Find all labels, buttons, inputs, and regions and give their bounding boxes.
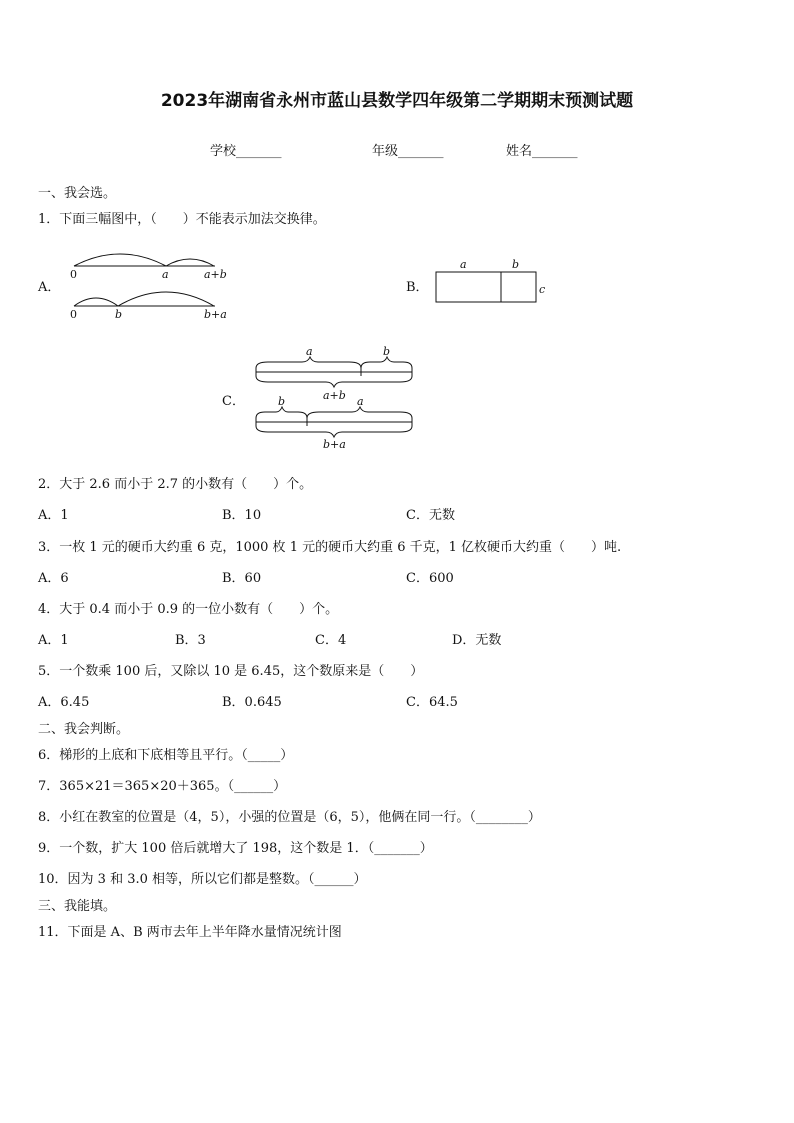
q3-option-b[interactable]: B．60 — [222, 571, 262, 586]
q2-option-b[interactable]: B．10 — [222, 508, 262, 523]
q1c-label-a2: a — [357, 395, 364, 408]
q5-option-a[interactable]: A．6.45 — [38, 695, 90, 710]
grade-field[interactable]: 年级_______ — [372, 144, 444, 159]
q5-option-b[interactable]: B．0.645 — [222, 695, 282, 710]
q3-option-a[interactable]: A．6 — [38, 571, 69, 586]
q1-option-c-label[interactable]: C． — [222, 394, 245, 409]
question-1-stem: 1．下面三幅图中，（ ）不能表示加法交换律。 — [38, 212, 326, 227]
section-3-heading: 三、我能填。 — [38, 899, 117, 914]
q1c-label-b1: b — [383, 345, 391, 358]
q1-option-b-label[interactable]: B． — [406, 280, 429, 295]
question-2-stem: 2．大于 2.6 而小于 2.7 的小数有（ ）个。 — [38, 477, 313, 492]
q1c-label-bplusa: b+a — [323, 438, 346, 451]
question-4-stem: 4．大于 0.4 而小于 0.9 的一位小数有（ ）个。 — [38, 602, 339, 617]
q1-option-b-diagram — [430, 254, 560, 310]
q2-option-c[interactable]: C．无数 — [406, 508, 455, 523]
q1a-label-aplusb: a+b — [204, 268, 227, 281]
q4-option-a[interactable]: A．1 — [38, 633, 69, 648]
q1-option-a-label[interactable]: A． — [38, 280, 61, 295]
q1a-label-bplusa: b+a — [204, 308, 227, 321]
q4-option-c[interactable]: C．4 — [315, 633, 347, 648]
q1b-label-c: c — [539, 283, 546, 296]
question-9: 9．一个数，扩大 100 倍后就增大了 198，这个数是 1．（_______） — [38, 841, 433, 856]
q3-option-c[interactable]: C．600 — [406, 571, 454, 586]
page-title: 2023年湖南省永州市蓝山县数学四年级第二学期期末预测试题 — [160, 91, 634, 111]
q1a-label-zero1: 0 — [70, 268, 77, 281]
school-field[interactable]: 学校_______ — [210, 144, 282, 159]
q1b-label-a: a — [460, 258, 467, 271]
question-5-stem: 5．一个数乘 100 后，又除以 10 是 6.45，这个数原来是（ ） — [38, 664, 424, 679]
q1-option-a-diagram — [60, 244, 240, 324]
q4-option-b[interactable]: B．3 — [175, 633, 206, 648]
question-7: 7．365×21＝365×20＋365。（______） — [38, 779, 287, 794]
q1a-label-zero2: 0 — [70, 308, 77, 321]
question-11: 11．下面是 A、B 两市去年上半年降水量情况统计图 — [38, 925, 342, 940]
q5-option-c[interactable]: C．64.5 — [406, 695, 458, 710]
q1a-label-b: b — [115, 308, 123, 321]
q1c-label-b2: b — [278, 395, 286, 408]
section-1-heading: 一、我会选。 — [38, 186, 117, 201]
question-8: 8．小红在教室的位置是（4，5），小强的位置是（6，5），他俩在同一行。（________） — [38, 810, 541, 825]
q4-option-d[interactable]: D．无数 — [452, 633, 502, 648]
q1c-label-a1: a — [306, 345, 313, 358]
question-6: 6．梯形的上底和下底相等且平行。（_____） — [38, 748, 294, 763]
q1b-label-b: b — [512, 258, 520, 271]
q2-option-a[interactable]: A．1 — [38, 508, 69, 523]
section-2-heading: 二、我会判断。 — [38, 722, 130, 737]
question-3-stem: 3．一枚 1 元的硬币大约重 6 克，1000 枚 1 元的硬币大约重 6 千克，1 亿枚硬币大约重（ ）吨. — [38, 540, 622, 555]
question-10: 10．因为 3 和 3.0 相等，所以它们都是整数。（______） — [38, 872, 367, 887]
name-field[interactable]: 姓名_______ — [506, 144, 578, 159]
q1a-label-a: a — [162, 268, 169, 281]
q1-option-c-diagram — [248, 344, 428, 454]
q1c-label-aplusb: a+b — [323, 389, 346, 402]
